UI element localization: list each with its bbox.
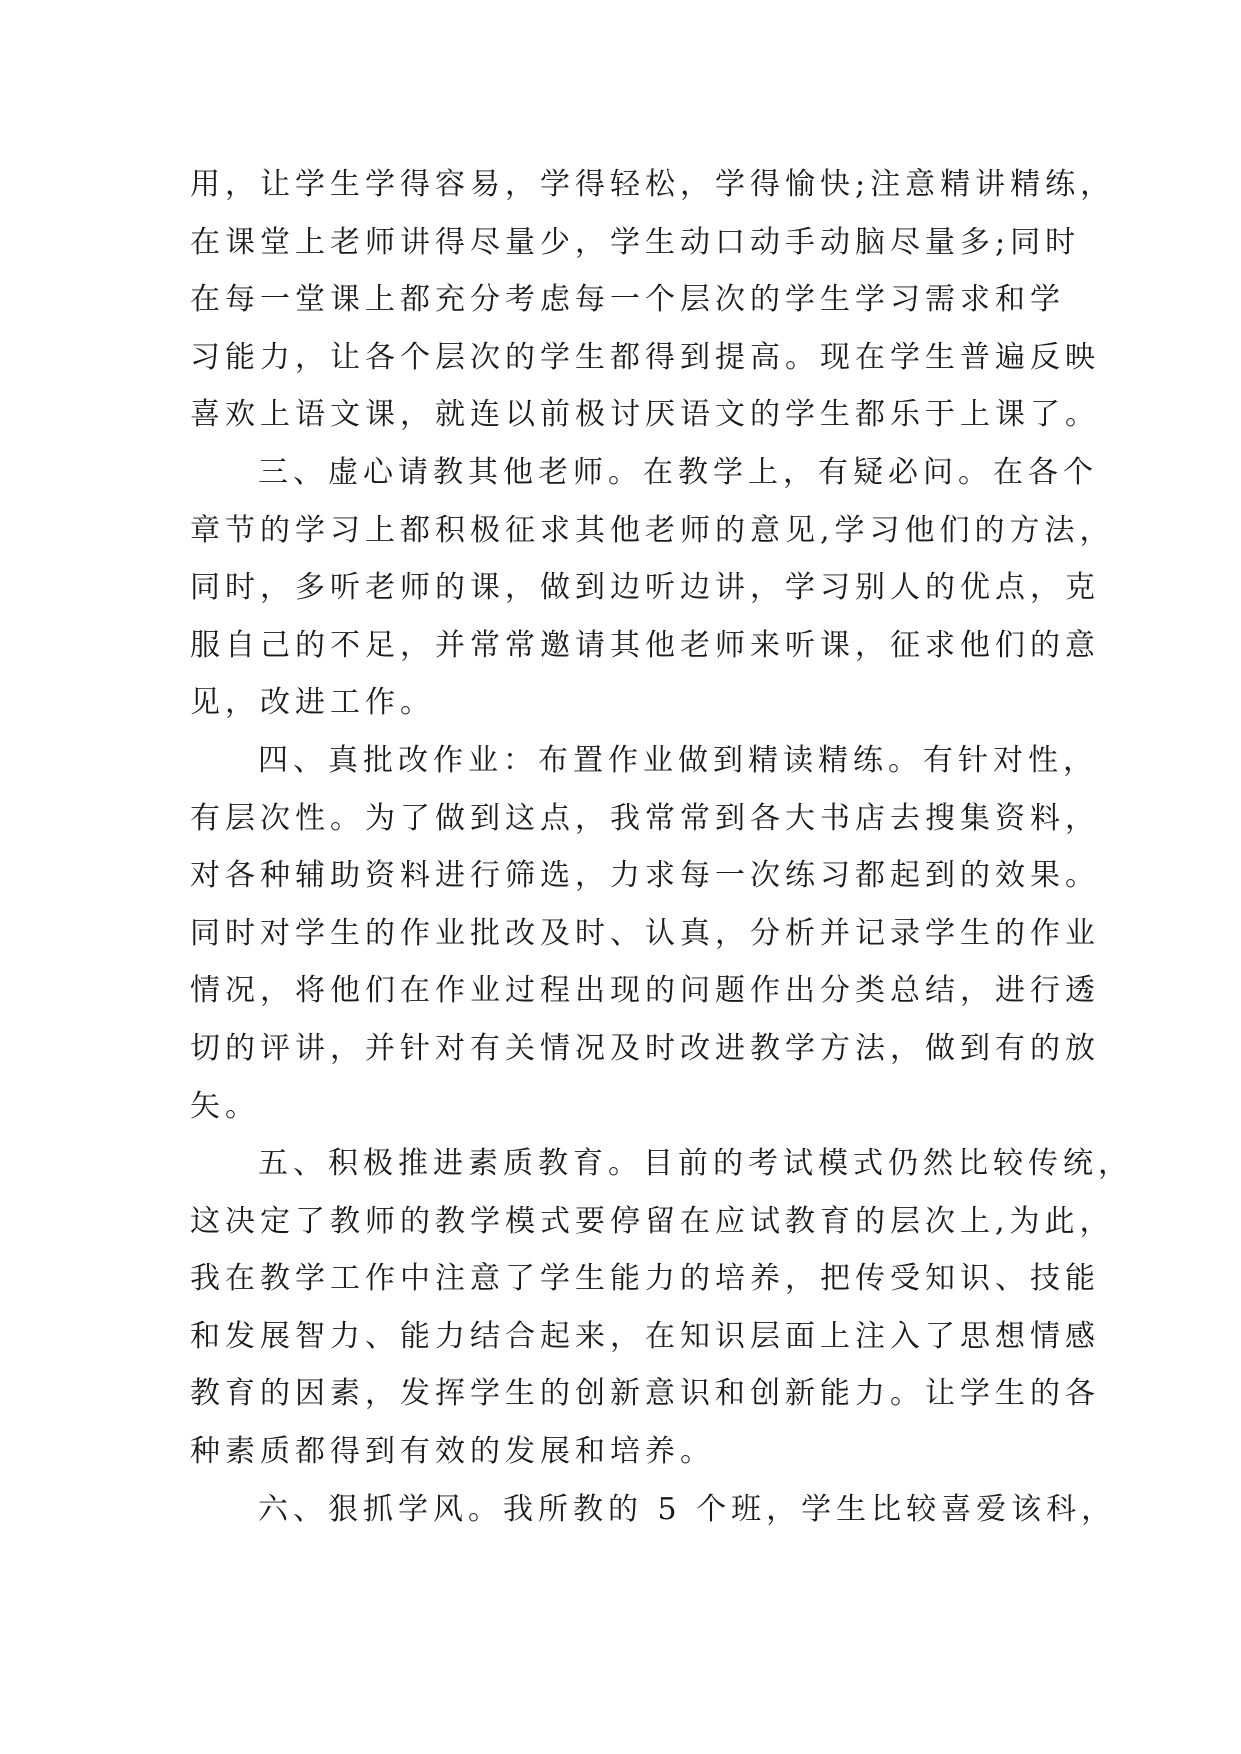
text-line: 六、狠抓学风。我所教的 5 个班，学生比较喜爱该科， (258, 1491, 1117, 1527)
text-line: 矢。 (190, 1088, 260, 1124)
text-line: 五、积极推进素质教育。目前的考试模式仍然比较传统， (258, 1146, 1133, 1182)
paragraph-continued (190, 156, 1116, 444)
paragraph-six (190, 1481, 1117, 1539)
text-line: 同时，多听老师的课，做到边听边讲，学习别人的优点，克 (190, 570, 1100, 606)
text-line: 喜欢上语文课，就连以前极讨厌语文的学生都乐于上课了。 (190, 397, 1100, 433)
text-line: 同时对学生的作业批改及时、认真，分析并记录学生的作业 (190, 915, 1100, 951)
text-line: 教育的因素，发挥学生的创新意识和创新能力。让学生的各 (190, 1376, 1100, 1412)
paragraph-five (190, 1135, 1133, 1481)
text-line: 服自己的不足，并常常邀请其他老师来听课，征求他们的意 (190, 627, 1100, 663)
text-line: 在每一堂课上都充分考虑每一个层次的学生学习需求和学 (190, 282, 1065, 318)
text-line: 在课堂上老师讲得尽量少，学生动口动手动脑尽量多;同时 (190, 224, 1081, 260)
text-line: 用，让学生学得容易，学得轻松，学得愉快;注意精讲精练， (190, 167, 1116, 202)
paragraph-four (190, 732, 1100, 1135)
text-line: 切的评讲，并针对有关情况及时改进教学方法，做到有的放 (190, 1030, 1100, 1066)
text-line: 习能力，让各个层次的学生都得到提高。现在学生普遍反映 (190, 339, 1100, 375)
document-body (190, 156, 1133, 1538)
text-line: 情况，将他们在作业过程出现的问题作出分类总结，进行透 (190, 973, 1100, 1009)
paragraph-three (190, 444, 1115, 732)
text-line: 见，改进工作。 (190, 685, 435, 721)
text-line: 这决定了教师的教学模式要停留在应试教育的层次上,为此， (190, 1203, 1115, 1239)
text-line: 三、虚心请教其他老师。在教学上，有疑必问。在各个 (258, 454, 1098, 490)
text-line: 和发展智力、能力结合起来，在知识层面上注入了思想情感 (190, 1318, 1100, 1354)
text-line: 我在教学工作中注意了学生能力的培养，把传受知识、技能 (190, 1261, 1100, 1297)
text-line: 有层次性。为了做到这点，我常常到各大书店去搜集资料， (190, 800, 1100, 836)
text-line: 章节的学习上都积极征求其他老师的意见,学习他们的方法， (190, 512, 1115, 548)
text-line: 四、真批改作业：布置作业做到精读精练。有针对性， (258, 742, 1098, 778)
text-line: 对各种辅助资料进行筛选，力求每一次练习都起到的效果。 (190, 858, 1100, 894)
text-line: 种素质都得到有效的发展和培养。 (190, 1434, 715, 1470)
